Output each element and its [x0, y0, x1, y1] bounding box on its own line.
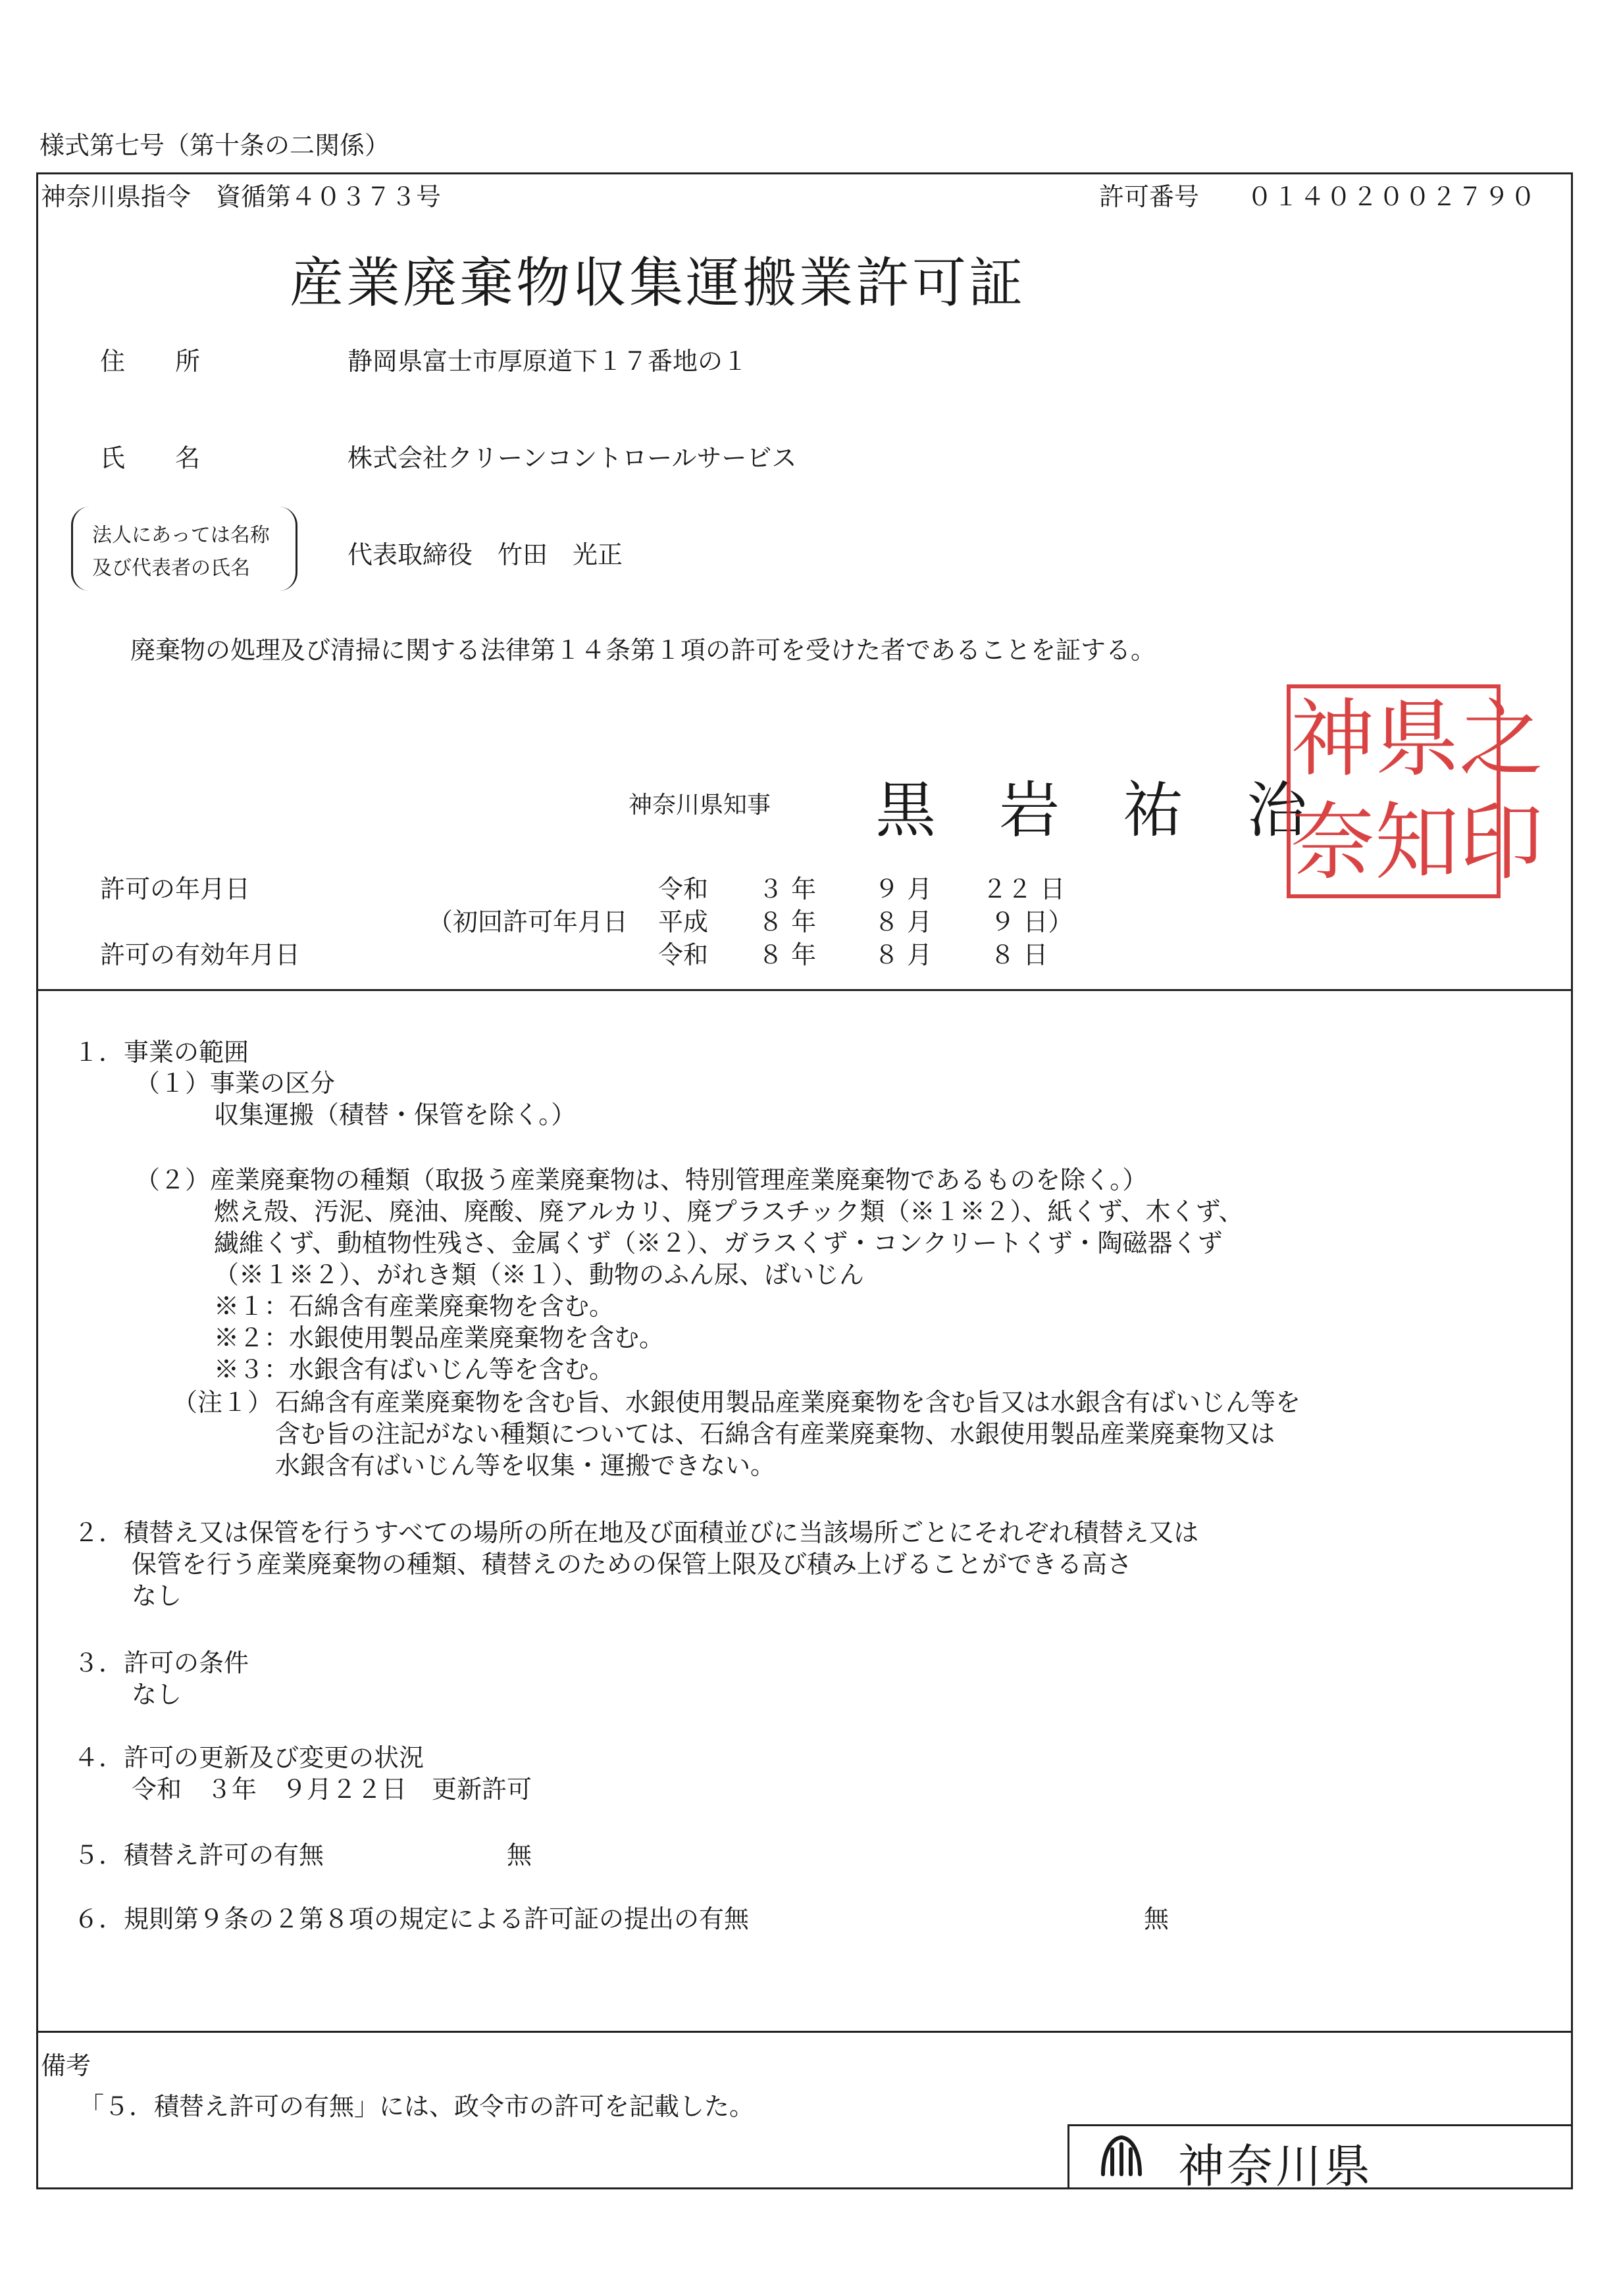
storage-heading-line1: ２．積替え又は保管を行うすべての場所の所在地及び面積並びに当該場所ごとにそれぞれ積替え又は — [74, 1518, 1199, 1547]
transfer-permit-value: 無 — [507, 1841, 532, 1870]
permit-number: ０１４０２００２７９０ — [1247, 182, 1537, 211]
note-2: ※２：水銀使用製品産業廃棄物を含む。 — [214, 1323, 665, 1352]
directive-number: 神奈川県指令 資循第４０３７３号 — [41, 182, 442, 211]
certify-text: 廃棄物の処理及び清掃に関する法律第１４条第１項の許可を受けた者であることを証する。 — [130, 636, 1156, 665]
remarks-text: 「５．積替え許可の有無」には、政令市の許可を記載した。 — [79, 2092, 755, 2121]
conditions-value: なし — [132, 1680, 182, 1709]
form-label: 様式第七号（第十条の二関係） — [39, 131, 390, 160]
caution-label: （注１） — [172, 1388, 273, 1417]
section-divider — [36, 989, 1573, 991]
scope-heading: １．事業の範囲 — [74, 1038, 249, 1067]
waste-types-line1: 燃え殻、汚泥、廃油、廃酸、廃アルカリ、廃プラスチック類（※１※２）、紙くず、木くず、 — [214, 1197, 1244, 1226]
initial-permit-date: 平成 ８ 年 ８ 月 ９ 日） — [658, 907, 1073, 936]
storage-value: なし — [132, 1581, 182, 1610]
initial-permit-label: （初回許可年月日 — [428, 907, 629, 936]
valid-date-label: 許可の有効年月日 — [100, 940, 301, 969]
issuer-name: 神奈川県 — [1178, 2139, 1373, 2193]
representative-label-line2: 及び代表者の氏名 — [92, 557, 250, 580]
prefecture-emblem-icon — [1098, 2132, 1145, 2180]
governor-title: 神奈川県知事 — [629, 792, 771, 819]
waste-types-heading: （２）産業廃棄物の種類（取扱う産業廃棄物は、特別管理産業廃棄物であるものを除く。） — [135, 1165, 1148, 1194]
address-label: 住 所 — [100, 347, 201, 376]
caution-line1: 石綿含有産業廃棄物を含む旨、水銀使用製品産業廃棄物を含む旨又は水銀含有ばいじん等を — [275, 1388, 1301, 1417]
submission-value: 無 — [1144, 1904, 1169, 1933]
caution-line3: 水銀含有ばいじん等を収集・運搬できない。 — [275, 1451, 776, 1480]
official-seal: 神 県 之 奈 知 印 — [1287, 684, 1501, 898]
transfer-permit-heading: ５．積替え許可の有無 — [74, 1841, 324, 1870]
business-type-heading: （１）事業の区分 — [135, 1069, 336, 1098]
renewal-heading: ４．許可の更新及び変更の状況 — [74, 1743, 424, 1772]
document-title: 産業廃棄物収集運搬業許可証 — [290, 252, 1026, 315]
name-label: 氏 名 — [100, 444, 201, 472]
conditions-heading: ３．許可の条件 — [74, 1648, 249, 1677]
address-value: 静岡県富士市厚原道下１７番地の１ — [347, 347, 748, 376]
storage-heading-line2: 保管を行う産業廃棄物の種類、積替えのための保管上限及び積み上げることができる高さ — [132, 1550, 1133, 1579]
remarks-label: 備考 — [41, 2051, 91, 2080]
valid-date-value: 令和 ８ 年 ８ 月 ８ 日 — [658, 940, 1048, 969]
governor-name: 黒 岩 祐 治 — [875, 775, 1309, 846]
name-value: 株式会社クリーンコントロールサービス — [347, 444, 797, 472]
permit-date-label: 許可の年月日 — [100, 875, 251, 904]
waste-types-line2: 繊維くず、動植物性残さ、金属くず（※２）、ガラスくず・コンクリートくず・陶磁器くず — [214, 1229, 1223, 1258]
permit-date-value: 令和 ３ 年 ９ 月 ２２ 日 — [658, 875, 1066, 904]
representative-label-line1: 法人にあっては名称 — [92, 524, 270, 547]
note-1: ※１：石綿含有産業廃棄物を含む。 — [214, 1292, 615, 1321]
remarks-divider — [36, 2031, 1573, 2033]
submission-heading: ６．規則第９条の２第８項の規定による許可証の提出の有無 — [74, 1904, 750, 1933]
representative-value: 代表取締役 竹田 光正 — [347, 540, 623, 569]
permit-number-label: 許可番号 — [1099, 182, 1200, 211]
renewal-value: 令和 ３年 ９月２２日 更新許可 — [132, 1775, 532, 1804]
note-3: ※３：水銀含有ばいじん等を含む。 — [214, 1355, 615, 1384]
business-type-value: 収集運搬（積替・保管を除く。） — [214, 1100, 577, 1129]
caution-line2: 含む旨の注記がない種類については、石綿含有産業廃棄物、水銀使用製品産業廃棄物又は — [275, 1419, 1275, 1448]
waste-types-line3: （※１※２）、がれき類（※１）、動物のふん尿、ばいじん — [214, 1260, 865, 1289]
